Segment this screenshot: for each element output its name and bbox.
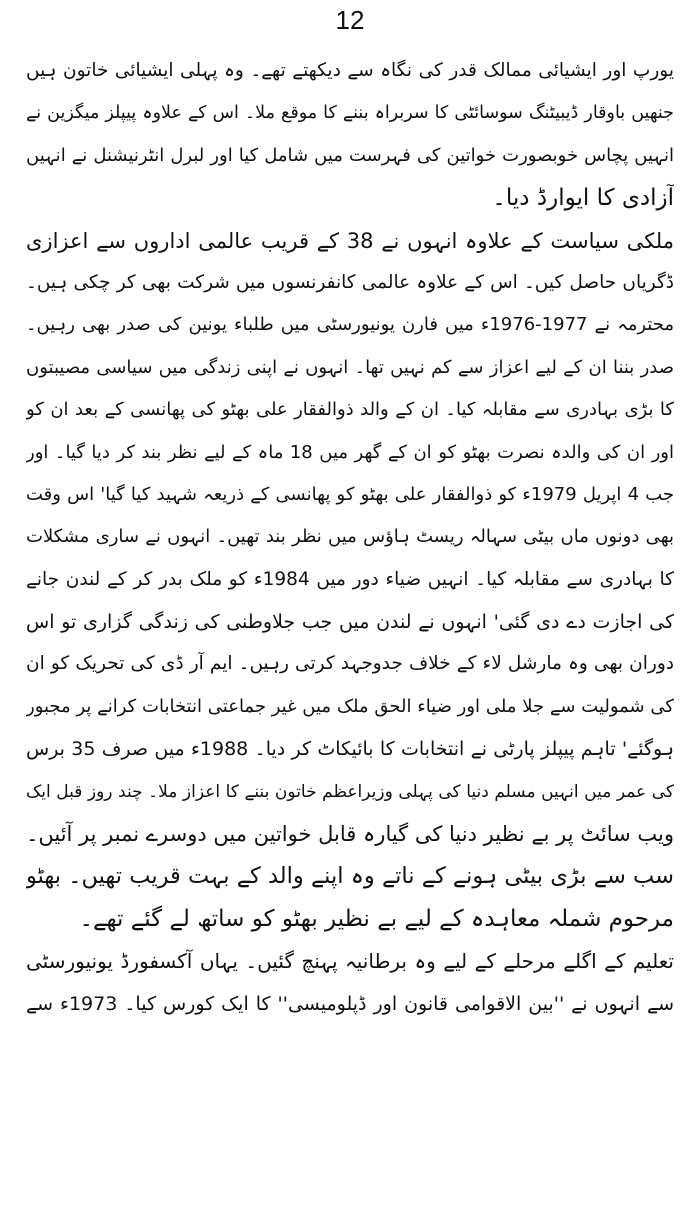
text-line: کا بہادری سے مقابلہ کیا۔ انہیں ضیاء دور میں 1984ء کو ملک بدر کر کے لندن جانے — [26, 568, 674, 590]
text-line: جب 4 اپریل 1979ء کو ذوالفقار علی بھٹو کو پھانسی کے ذریعہ شہید کیا گیا' اس وقت — [26, 483, 674, 505]
text-line: کی عمر میں انہیں مسلم دنیا کی پہلی وزیراعظم خاتون بننے کا اعزاز ملا۔ چند روز قبل ایک — [26, 781, 674, 802]
text-line: کی اجازت دے دی گئی' انہوں نے لندن میں جب جلاوطنی کی زندگی گزاری تو اس — [26, 611, 674, 634]
body-text — [26, 50, 674, 1025]
text-line: اور ان کی والدہ نصرت بھٹو کو ان کے گھر میں 18 ماہ کے لیے نظر بند کر دیا گیا۔ اور — [26, 441, 674, 463]
text-line: سب سے بڑی بیٹی ہونے کے ناتے وہ اپنے والد کے بہت قریب تھیں۔ بھٹو — [26, 863, 674, 890]
text-line: بھی دونوں ماں بیٹی سہالہ ریسٹ ہاؤس میں نظر بند تھیں۔ انہوں نے ساری مشکلات — [26, 526, 674, 548]
text-line: صدر بننا ان کے لیے اعزاز سے کم نہیں تھا۔ انہوں نے اپنی زندگی میں سیاسی مصیبتوں — [26, 356, 674, 378]
text-line: سے انہوں نے ''بین الاقوامی قانون اور ڈپلومیسی'' کا ایک کورس کیا۔ 1973ء سے — [26, 992, 674, 1015]
text-line: یورپ اور ایشیائی ممالک قدر کی نگاہ سے دیکھتے تھے۔ وہ پہلی ایشیائی خاتون ہیں — [26, 60, 674, 81]
text-line: ویب سائٹ پر بے نظیر دنیا کی گیارہ قابل خواتین میں دوسرے نمبر پر آئیں۔ — [26, 822, 674, 847]
text-line: محترمہ نے 1977-1976ء میں فارن یونیورسٹی میں طلباء یونین کی صدر بھی رہیں۔ — [26, 314, 674, 336]
text-line: ہوگئے' تاہم پیپلز پارٹی نے انتخابات کا بائیکاٹ کر دیا۔ 1988ء میں صرف 35 برس — [26, 738, 674, 761]
text-line: ڈگریاں حاصل کیں۔ اس کے علاوہ عالمی کانفرنسوں میں شرکت بھی کر چکی ہیں۔ — [26, 271, 674, 293]
text-line: کا بڑی بہادری سے مقابلہ کیا۔ ان کے والد ذوالفقار علی بھٹو کی پھانسی کے بعد ان کو — [26, 399, 674, 421]
page-number: 12 — [335, 5, 365, 35]
text-line: جنھیں باوقار ڈیبیٹنگ سوسائٹی کا سربراہ بننے کا موقع ملا۔ اس کے علاوہ پیپلز میگزین نے — [26, 103, 674, 124]
text-line: کی شمولیت سے جلا ملی اور ضیاء الحق ملک میں غیر جماعتی انتخابات کرانے پر مجبور — [26, 695, 674, 717]
text-line: تعلیم کے اگلے مرحلے کے لیے وہ برطانیہ پہنچ گئیں۔ یہاں آکسفورڈ یونیورسٹی — [26, 949, 674, 974]
text-line: مرحوم شملہ معاہدہ کے لیے بے نظیر بھٹو کو ساتھ لے گئے تھے۔ — [79, 905, 674, 932]
text-line: ملکی سیاست کے علاوہ انہوں نے 38 کے قریب عالمی اداروں سے اعزازی — [26, 228, 674, 253]
text-line: آزادی کا ایوارڈ دیا۔ — [492, 185, 674, 212]
text-line: انہیں پچاس خوبصورت خواتین کی فہرست میں شامل کیا اور لبرل انٹرنیشنل نے انہیں — [26, 144, 674, 166]
text-line: دوران بھی وہ مارشل لاء کے خلاف جدوجہد کرتی رہیں۔ ایم آر ڈی کی تحریک کو ان — [26, 653, 674, 675]
